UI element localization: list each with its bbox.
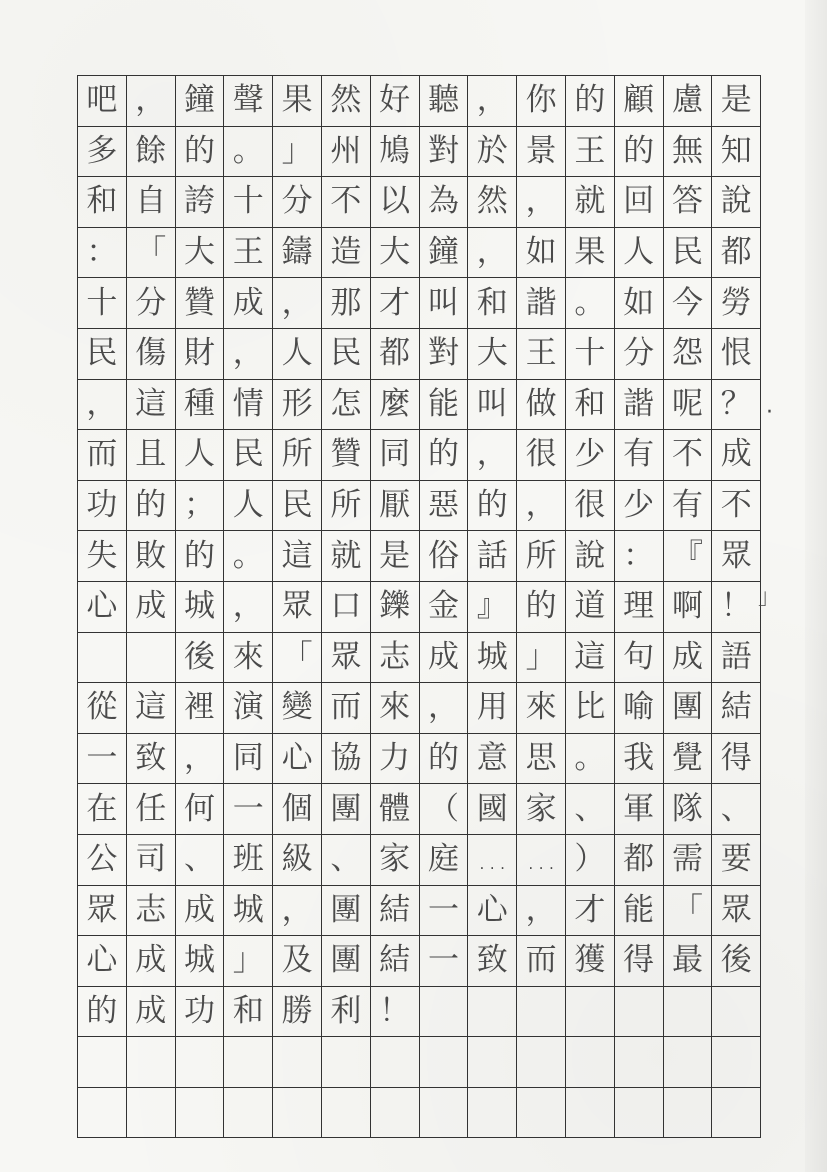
grid-cell: 成 [712, 430, 761, 481]
grid-cell: 鐘 [176, 76, 225, 127]
grid-cell: 從 [78, 683, 127, 734]
grid-cell [127, 1037, 176, 1088]
grid-cell: 說 [712, 177, 761, 228]
grid-cell: 語 [712, 633, 761, 684]
grid-cell: 分 [273, 177, 322, 228]
grid-cell: ， [517, 177, 566, 228]
grid-cell: 惡 [420, 481, 469, 532]
grid-cell: 成 [127, 936, 176, 987]
grid-cell: 志 [127, 886, 176, 937]
grid-cell: 贊 [176, 278, 225, 329]
grid-cell: 恨 [712, 329, 761, 380]
grid-cell: 一 [420, 936, 469, 987]
grid-cell: 來 [517, 683, 566, 734]
grid-cell: 何 [176, 784, 225, 835]
grid-cell: 後 [176, 633, 225, 684]
grid-cell: 用 [468, 683, 517, 734]
grid-cell: 國 [468, 784, 517, 835]
grid-cell: 心 [468, 886, 517, 937]
grid-cell: 不 [322, 177, 371, 228]
grid-cell: 吧 [78, 76, 127, 127]
grid-cell: 人 [224, 481, 273, 532]
grid-cell: 形 [273, 380, 322, 431]
grid-cell: 是 [371, 531, 420, 582]
grid-cell: 家 [517, 784, 566, 835]
grid-cell: ： [78, 228, 127, 279]
grid-cell: 對 [420, 329, 469, 380]
grid-cell: 王 [224, 228, 273, 279]
grid-cell: 的 [127, 481, 176, 532]
grid-cell: 諧 [615, 380, 664, 431]
grid-cell: 心 [273, 734, 322, 785]
grid-cell [322, 1088, 371, 1139]
grid-cell: 體 [371, 784, 420, 835]
grid-cell: 的 [517, 582, 566, 633]
grid-cell: 叫 [468, 380, 517, 431]
grid-cell: 城 [176, 936, 225, 987]
grid-cell: 民 [273, 481, 322, 532]
grid-cell: 都 [712, 228, 761, 279]
grid-cell: 需 [664, 835, 713, 886]
grid-cell: 的 [566, 76, 615, 127]
grid-cell [712, 987, 761, 1038]
grid-cell: 人 [615, 228, 664, 279]
grid-cell: 情 [224, 380, 273, 431]
grid-cell: （ [420, 784, 469, 835]
grid-cell [615, 1088, 664, 1139]
grid-cell: 能 [420, 380, 469, 431]
grid-cell: 失 [78, 531, 127, 582]
grid-cell: 所 [517, 531, 566, 582]
grid-cell: 道 [566, 582, 615, 633]
grid-cell: 答 [664, 177, 713, 228]
grid-cell: 呢 [664, 380, 713, 431]
grid-cell: 司 [127, 835, 176, 886]
grid-cell: 、 [712, 784, 761, 835]
grid-cell: 、 [176, 835, 225, 886]
grid-cell: 城 [468, 633, 517, 684]
grid-cell: 就 [322, 531, 371, 582]
grid-cell: 種 [176, 380, 225, 431]
grid-cell: 團 [322, 886, 371, 937]
grid-cell: 少 [615, 481, 664, 532]
grid-cell: 同 [224, 734, 273, 785]
grid-cell: 敗 [127, 531, 176, 582]
grid-cell [517, 987, 566, 1038]
grid-cell: 團 [322, 784, 371, 835]
grid-cell: ； [176, 481, 225, 532]
grid-cell: 心 [78, 936, 127, 987]
grid-cell: 結 [712, 683, 761, 734]
grid-cell: 一 [224, 784, 273, 835]
grid-cell: 少 [566, 430, 615, 481]
grid-cell: 分 [615, 329, 664, 380]
grid-cell: 團 [664, 683, 713, 734]
grid-cell: 餘 [127, 127, 176, 178]
grid-cell: 民 [78, 329, 127, 380]
grid-cell: 的 [78, 987, 127, 1038]
grid-cell: 勝 [273, 987, 322, 1038]
grid-cell: 鑄 [273, 228, 322, 279]
grid-cell: 大 [176, 228, 225, 279]
grid-cell: 和 [224, 987, 273, 1038]
grid-cell: 人 [176, 430, 225, 481]
grid-cell: 果 [273, 76, 322, 127]
grid-cell: 就 [566, 177, 615, 228]
grid-cell: 才 [566, 886, 615, 937]
grid-cell: 這 [127, 683, 176, 734]
grid-cell: 意 [468, 734, 517, 785]
grid-cell: 、 [322, 835, 371, 886]
grid-cell: 『 [664, 531, 713, 582]
grid-cell [664, 1037, 713, 1088]
grid-cell: 今 [664, 278, 713, 329]
grid-cell: 成 [224, 278, 273, 329]
grid-cell: 成 [420, 633, 469, 684]
grid-cell: 州 [322, 127, 371, 178]
grid-cell [712, 1088, 761, 1139]
grid-cell: 十 [78, 278, 127, 329]
grid-cell: 眾 [322, 633, 371, 684]
grid-cell: 民 [224, 430, 273, 481]
grid-cell: 致 [468, 936, 517, 987]
grid-cell: 所 [322, 481, 371, 532]
grid-cell: 的 [615, 127, 664, 178]
grid-cell: 自 [127, 177, 176, 228]
grid-cell: 、 [566, 784, 615, 835]
grid-cell: 團 [322, 936, 371, 987]
grid-cell: 。 [566, 734, 615, 785]
grid-cell: 麼 [371, 380, 420, 431]
grid-cell: 這 [566, 633, 615, 684]
grid-cell: 我 [615, 734, 664, 785]
grid-cell: 城 [224, 886, 273, 937]
grid-cell: 「 [664, 886, 713, 937]
grid-cell [566, 1088, 615, 1139]
grid-cell: 能 [615, 886, 664, 937]
margin-dot: · [766, 400, 773, 425]
grid-cell: 軍 [615, 784, 664, 835]
grid-cell: 鳩 [371, 127, 420, 178]
grid-cell: 所 [273, 430, 322, 481]
grid-cell: 大 [468, 329, 517, 380]
grid-cell: 家 [371, 835, 420, 886]
grid-cell [420, 1037, 469, 1088]
grid-cell: 那 [322, 278, 371, 329]
grid-cell: 聽 [420, 76, 469, 127]
grid-cell: 誇 [176, 177, 225, 228]
grid-cell: 同 [371, 430, 420, 481]
grid-cell: 人 [273, 329, 322, 380]
grid-cell: 說 [566, 531, 615, 582]
grid-cell: ， [468, 228, 517, 279]
grid-cell: 做 [517, 380, 566, 431]
grid-cell [224, 1037, 273, 1088]
grid-cell [420, 987, 469, 1038]
grid-cell: 有 [664, 481, 713, 532]
grid-cell: 話 [468, 531, 517, 582]
grid-cell [615, 987, 664, 1038]
grid-cell: 在 [78, 784, 127, 835]
grid-cell: ！ [371, 987, 420, 1038]
grid-cell: 鑠 [371, 582, 420, 633]
grid-cell: 民 [664, 228, 713, 279]
grid-cell: 覺 [664, 734, 713, 785]
grid-cell: 最 [664, 936, 713, 987]
grid-cell: 致 [127, 734, 176, 785]
grid-cell [517, 1037, 566, 1088]
grid-cell [78, 1088, 127, 1139]
grid-cell [468, 1037, 517, 1088]
grid-cell [127, 633, 176, 684]
grid-cell: 」 [273, 127, 322, 178]
grid-cell: 和 [468, 278, 517, 329]
grid-cell: ） [566, 835, 615, 886]
grid-cell: 而 [78, 430, 127, 481]
grid-cell: 回 [615, 177, 664, 228]
grid-cell [78, 1037, 127, 1088]
grid-cell: 功 [78, 481, 127, 532]
grid-cell: 都 [615, 835, 664, 886]
grid-cell: ， [420, 683, 469, 734]
grid-cell: 的 [468, 481, 517, 532]
grid-cell [468, 1088, 517, 1139]
grid-cell: 好 [371, 76, 420, 127]
grid-cell: 大 [371, 228, 420, 279]
grid-cell: 協 [322, 734, 371, 785]
grid-cell: 得 [712, 734, 761, 785]
grid-cell: 慮 [664, 76, 713, 127]
grid-cell [127, 1088, 176, 1139]
grid-cell: 啊 [664, 582, 713, 633]
grid-cell: 而 [322, 683, 371, 734]
grid-cell: 變 [273, 683, 322, 734]
grid-cell: 級 [273, 835, 322, 886]
grid-cell: 的 [176, 531, 225, 582]
grid-cell: ， [127, 76, 176, 127]
grid-cell: ， [78, 380, 127, 431]
grid-cell: 怨 [664, 329, 713, 380]
paper-edge [805, 0, 827, 1172]
grid-cell: 你 [517, 76, 566, 127]
grid-cell: 「 [273, 633, 322, 684]
grid-cell: 口 [322, 582, 371, 633]
grid-cell: 金 [420, 582, 469, 633]
grid-cell: 來 [371, 683, 420, 734]
grid-cell [224, 1088, 273, 1139]
grid-cell: 的 [176, 127, 225, 178]
grid-cell: ， [517, 886, 566, 937]
grid-cell: 不 [712, 481, 761, 532]
grid-cell: 顧 [615, 76, 664, 127]
grid-cell: 王 [517, 329, 566, 380]
grid-cell: 一 [78, 734, 127, 785]
grid-cell: 」 [224, 936, 273, 987]
grid-cell: 這 [127, 380, 176, 431]
grid-cell: ， [517, 481, 566, 532]
grid-cell [371, 1037, 420, 1088]
grid-cell: 於 [468, 127, 517, 178]
grid-cell: 叫 [420, 278, 469, 329]
grid-cell: 「 [127, 228, 176, 279]
grid-cell [517, 1088, 566, 1139]
grid-cell: 隊 [664, 784, 713, 835]
grid-cell: 很 [517, 430, 566, 481]
grid-cell: 如 [517, 228, 566, 279]
grid-cell [664, 1088, 713, 1139]
grid-cell [712, 1037, 761, 1088]
grid-cell [78, 633, 127, 684]
grid-cell: 要 [712, 835, 761, 886]
grid-cell: 和 [566, 380, 615, 431]
grid-cell [664, 987, 713, 1038]
grid-cell: 成 [664, 633, 713, 684]
grid-cell: 任 [127, 784, 176, 835]
grid-cell: 以 [371, 177, 420, 228]
grid-cell: 諧 [517, 278, 566, 329]
grid-cell: 及 [273, 936, 322, 987]
grid-cell [420, 1088, 469, 1139]
grid-cell: 理 [615, 582, 664, 633]
grid-cell [468, 987, 517, 1038]
grid-cell: 志 [371, 633, 420, 684]
grid-cell: … [468, 835, 517, 886]
grid-cell: 力 [371, 734, 420, 785]
grid-cell: 聲 [224, 76, 273, 127]
grid-cell: 獲 [566, 936, 615, 987]
grid-cell: 王 [566, 127, 615, 178]
grid-cell: 然 [468, 177, 517, 228]
grid-cell: ， [468, 430, 517, 481]
margin-bracket: 」 [758, 585, 781, 610]
grid-cell: 有 [615, 430, 664, 481]
grid-cell: … [517, 835, 566, 886]
grid-cell: 利 [322, 987, 371, 1038]
grid-cell: ， [224, 329, 273, 380]
grid-cell: 公 [78, 835, 127, 886]
grid-cell: 眾 [273, 582, 322, 633]
grid-cell: 無 [664, 127, 713, 178]
grid-cell: 成 [176, 886, 225, 937]
grid-cell: 思 [517, 734, 566, 785]
grid-cell [371, 1088, 420, 1139]
grid-cell: 怎 [322, 380, 371, 431]
grid-cell [322, 1037, 371, 1088]
grid-cell [176, 1037, 225, 1088]
grid-cell: 。 [566, 278, 615, 329]
grid-cell: 知 [712, 127, 761, 178]
grid-cell: 為 [420, 177, 469, 228]
grid-cell: 而 [517, 936, 566, 987]
grid-cell: 班 [224, 835, 273, 886]
grid-cell: 勞 [712, 278, 761, 329]
grid-cell: 結 [371, 886, 420, 937]
grid-cell: 得 [615, 936, 664, 987]
grid-cell: 都 [371, 329, 420, 380]
grid-cell: 。 [224, 531, 273, 582]
grid-cell: 庭 [420, 835, 469, 886]
grid-cell [273, 1088, 322, 1139]
grid-cell: 且 [127, 430, 176, 481]
grid-cell: ： [615, 531, 664, 582]
grid-cell: 演 [224, 683, 273, 734]
grid-cell: 城 [176, 582, 225, 633]
grid-cell: 這 [273, 531, 322, 582]
grid-cell: 裡 [176, 683, 225, 734]
grid-cell: 眾 [712, 886, 761, 937]
grid-cell: 鐘 [420, 228, 469, 279]
grid-cell: 十 [566, 329, 615, 380]
grid-cell: 後 [712, 936, 761, 987]
grid-cell: 傷 [127, 329, 176, 380]
grid-cell: 結 [371, 936, 420, 987]
grid-cell: 才 [371, 278, 420, 329]
grid-cell: 。 [224, 127, 273, 178]
grid-cell: 如 [615, 278, 664, 329]
grid-cell: 心 [78, 582, 127, 633]
grid-cell: 多 [78, 127, 127, 178]
grid-cell: ， [273, 278, 322, 329]
grid-cell: 」 [517, 633, 566, 684]
grid-cell [273, 1037, 322, 1088]
grid-cell: 來 [224, 633, 273, 684]
grid-cell: ， [273, 886, 322, 937]
grid-cell: 』 [468, 582, 517, 633]
grid-cell: ！ [712, 582, 761, 633]
grid-cell: 功 [176, 987, 225, 1038]
grid-cell: 喻 [615, 683, 664, 734]
grid-cell: 不 [664, 430, 713, 481]
grid-cell: 的 [420, 430, 469, 481]
grid-cell: 景 [517, 127, 566, 178]
grid-cell [615, 1037, 664, 1088]
grid-cell: ， [224, 582, 273, 633]
grid-cell: 然 [322, 76, 371, 127]
grid-cell: 一 [420, 886, 469, 937]
grid-cell: 厭 [371, 481, 420, 532]
manuscript-grid [77, 75, 761, 1138]
grid-cell: 是 [712, 76, 761, 127]
grid-cell: 成 [127, 582, 176, 633]
grid-cell [566, 987, 615, 1038]
grid-cell: 果 [566, 228, 615, 279]
grid-cell: 的 [420, 734, 469, 785]
grid-cell: 贊 [322, 430, 371, 481]
grid-cell: ？ [712, 380, 761, 431]
grid-cell: 財 [176, 329, 225, 380]
grid-cell: ， [468, 76, 517, 127]
grid-cell: 對 [420, 127, 469, 178]
grid-cell: 俗 [420, 531, 469, 582]
grid-cell: 比 [566, 683, 615, 734]
grid-cell: ， [176, 734, 225, 785]
grid-cell: 和 [78, 177, 127, 228]
grid-cell: 很 [566, 481, 615, 532]
grid-cell: 成 [127, 987, 176, 1038]
grid-cell: 個 [273, 784, 322, 835]
grid-cell [566, 1037, 615, 1088]
grid-cell: 十 [224, 177, 273, 228]
grid-cell: 造 [322, 228, 371, 279]
grid-cell: 分 [127, 278, 176, 329]
grid-cell [176, 1088, 225, 1139]
grid-cell: 句 [615, 633, 664, 684]
grid-cell: 眾 [78, 886, 127, 937]
grid-cell: 民 [322, 329, 371, 380]
grid-cell: 眾 [712, 531, 761, 582]
